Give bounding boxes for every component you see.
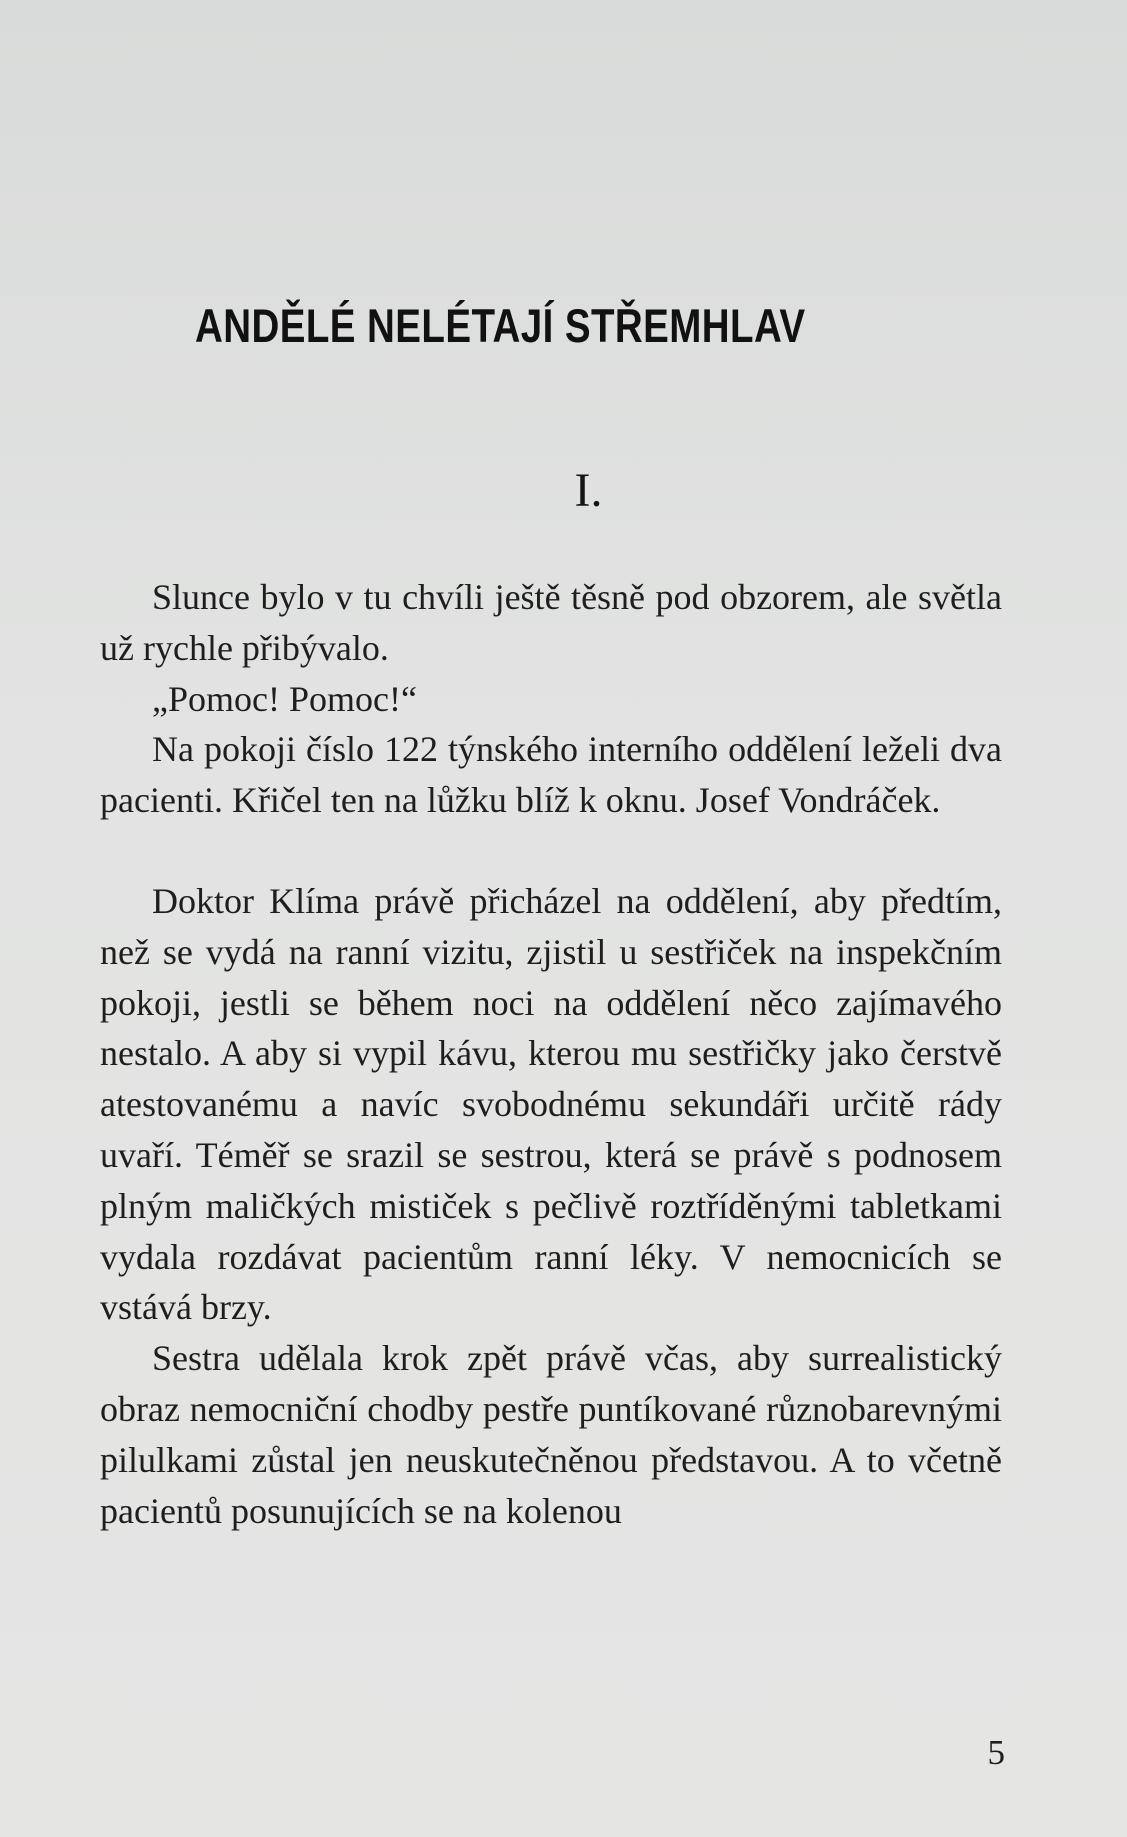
paragraph: Sestra udělala krok zpět právě včas, aby surrealistický obraz nemocniční chodby pestře puntíkované různobarevnými pilulkami zůstal jen neuskutečněnou představou. A to včetně pacientů posunujících se na kolenou <box>100 1338 1002 1531</box>
paragraph-spacer <box>100 826 1002 876</box>
chapter-number: I. <box>574 464 603 517</box>
paragraph: Slunce bylo v tu chvíli ještě těsně pod obzorem, ale světla už rychle přibývalo. <box>100 577 1002 668</box>
paragraph: „Pomoc! Pomoc!“ <box>152 678 417 719</box>
page-number: 5 <box>987 1733 1005 1772</box>
book-title: ANDĚLÉ NELÉTAJÍ STŘEMHLAV <box>195 299 806 352</box>
paragraph: Doktor Klíma právě přicházel na oddělení, aby předtím, než se vydá na ranní vizitu, zjistil u sestřiček na inspekčním pokoji, jestli se během noci na oddělení něco zajímavého nestalo. A aby si vypil kávu, kterou mu sestřičky jako čerstvě atestovanému a navíc svobodnému sekundáři určitě rády uvaří. Téměř se srazil se sestrou, která se právě s podnosem plným maličkých mističek s pečlivě roztříděnými tabletkami vydala rozdávat pacientům ranní léky. V nemocnicích se vstává brzy. <box>100 880 1002 1328</box>
paragraph: Na pokoji číslo 122 týnského interního oddělení leželi dva pacienti. Křičel ten na lůžku blíž k oknu. Josef Vondráček. <box>100 729 1002 821</box>
body-text <box>100 572 1002 1536</box>
